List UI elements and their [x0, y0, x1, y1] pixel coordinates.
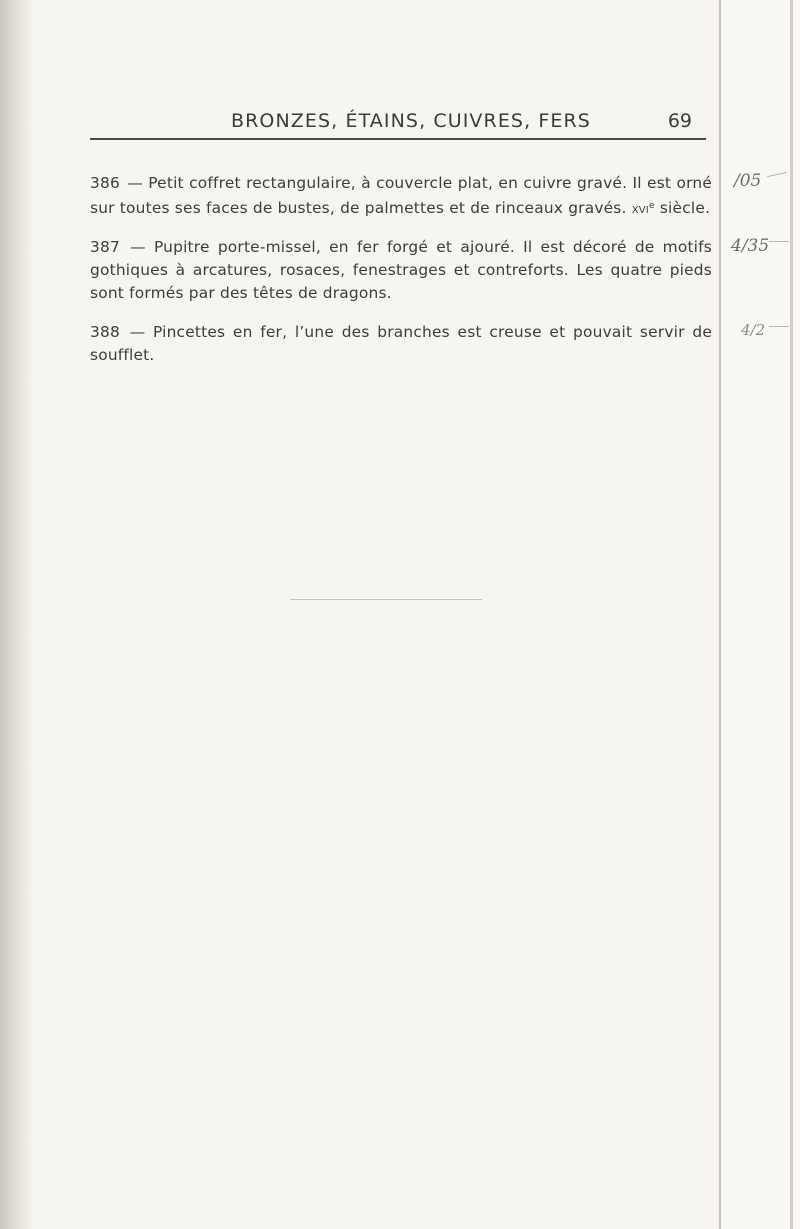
entry-text: — Pupitre porte-missel, en fer forgé et ajouré. Il est décoré de motifs gothiques à arcatures, rosaces, fenestrages et contreforts. Les quatre pieds sont formés par des têtes de dragons.	[90, 238, 712, 302]
entry-number: 386	[90, 174, 120, 192]
faint-rule	[290, 599, 482, 600]
entry-number: 387	[90, 238, 120, 256]
annotation-stroke	[769, 241, 789, 242]
running-head	[90, 108, 706, 136]
century-numeral: xvi	[631, 201, 649, 217]
margin-annotation-3: 4/2	[741, 321, 766, 339]
margin-annotation-1: /05	[734, 171, 762, 191]
page-right-edge	[790, 0, 793, 1229]
header-rule	[90, 138, 706, 140]
catalog-entry-387	[90, 236, 712, 305]
running-title: BRONZES, ÉTAINS, CUIVRES, FERS	[231, 110, 591, 132]
margin-annotation-2: 4/35	[731, 236, 770, 256]
annotation-stroke	[769, 326, 789, 327]
entry-text: — Petit coffret rectangulaire, à couvercle plat, en cuivre gravé. Il est orné sur toutes ses faces de bustes, de palmettes et de rinceaux gravés.	[90, 174, 712, 217]
catalog-entry-386	[90, 172, 712, 221]
entry-text-end: siècle.	[659, 199, 711, 217]
page-left-edge-shadow	[0, 0, 34, 1229]
catalog-entry-388	[90, 321, 712, 367]
page-number: 69	[667, 110, 692, 132]
entry-text: — Pincettes en fer, l’une des branches est creuse et pouvait servir de soufflet.	[90, 323, 712, 364]
century-superscript: e	[648, 201, 655, 211]
entry-number: 388	[90, 323, 120, 341]
